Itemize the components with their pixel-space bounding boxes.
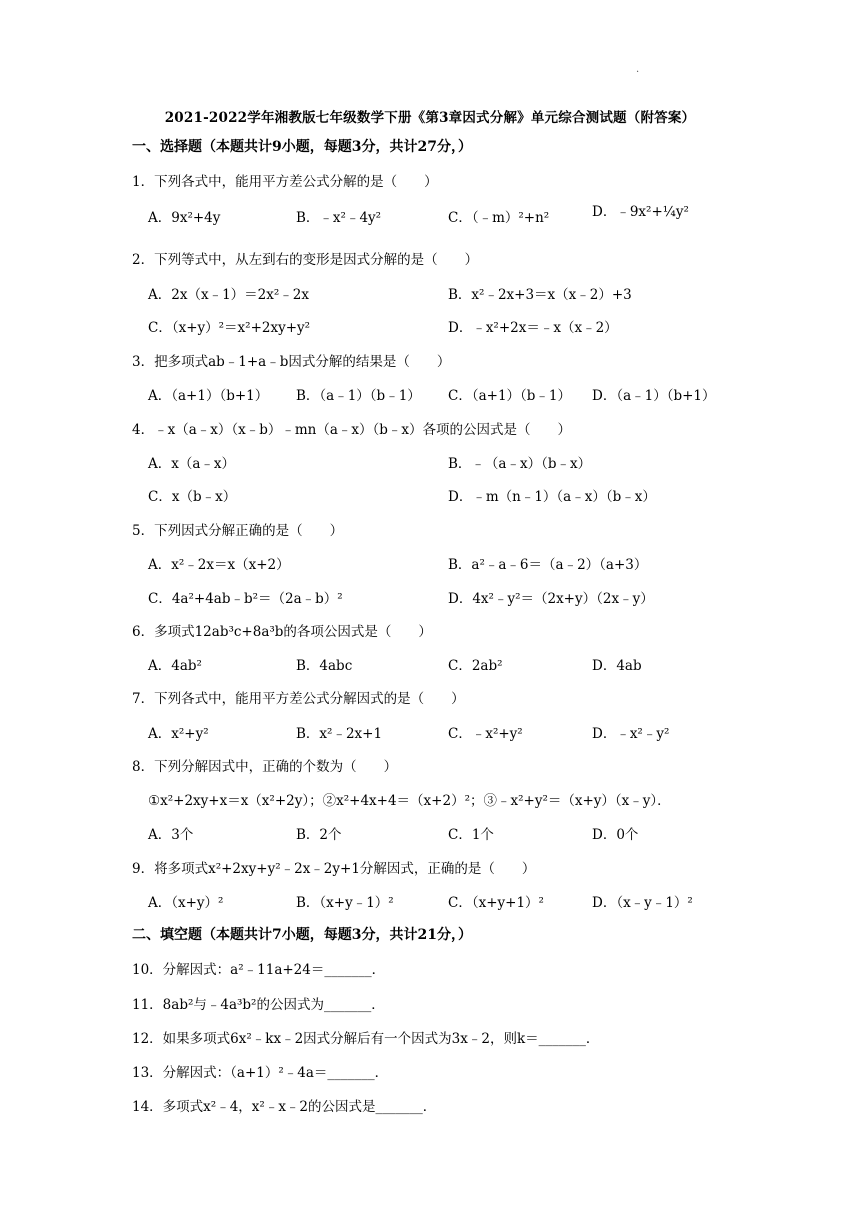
- question-9: 9．将多项式x²+2xy+y²﹣2x﹣2y+1分解因式，正确的是（ ）: [132, 861, 536, 877]
- question-12: 12．如果多项式6x²﹣kx﹣2因式分解后有一个因式为3x﹣2，则k＝_______．: [132, 1031, 600, 1047]
- document-title: 2021-2022学年湘教版七年级数学下册《第3章因式分解》单元综合测试题（附答案）: [164, 110, 696, 126]
- q2-option-d: D．﹣x²+2x＝﹣x（x﹣2）: [448, 320, 618, 336]
- q9-option-c: C．（x+y+1）²: [448, 895, 544, 911]
- q2-option-b: B．x²﹣2x+3＝x（x﹣2）+3: [448, 287, 632, 303]
- question-4: 4．﹣x（a﹣x）（x﹣b）﹣mn（a﹣x）（b﹣x）各项的公因式是（ ）: [132, 422, 572, 438]
- question-2: 2．下列等式中，从左到右的变形是因式分解的是（ ）: [132, 252, 479, 268]
- q8-statements: ①x²+2xy+x＝x（x²+2y）；②x²+4x+4＝（x+2）²；③﹣x²+y²＝（x+y）（x﹣y）．: [148, 793, 671, 809]
- q5-option-c: C．4a²+4ab﹣b²＝（2a﹣b）²: [148, 591, 343, 607]
- q5-option-a: A．x²﹣2x＝x（x+2）: [148, 557, 290, 573]
- q2-option-a: A．2x（x﹣1）＝2x²﹣2x: [148, 287, 309, 303]
- q8-option-b: B．2个: [296, 827, 342, 843]
- question-10: 10．分解因式：a²﹣11a+24＝_______．: [132, 962, 386, 978]
- question-3: 3．把多项式ab﹣1+a﹣b因式分解的结果是（ ）: [132, 354, 451, 370]
- q4-option-d: D．﹣m（n﹣1）（a﹣x）（b﹣x）: [448, 489, 656, 505]
- question-5: 5．下列因式分解正确的是（ ）: [132, 523, 344, 539]
- question-8: 8．下列分解因式中，正确的个数为（ ）: [132, 759, 398, 775]
- q4-option-a: A．x（a﹣x）: [148, 456, 236, 472]
- q2-option-c: C．（x+y）²＝x²+2xy+y²: [148, 320, 311, 336]
- section-fill-in: 二、填空题（本题共计7小题，每题3分，共计21分，）: [132, 927, 472, 943]
- q6-option-a: A．4ab²: [148, 658, 202, 674]
- q1-option-a: A．9x²+4y: [148, 210, 221, 226]
- q6-option-b: B．4abc: [296, 658, 353, 674]
- q7-option-b: B．x²﹣2x+1: [296, 726, 383, 742]
- q7-option-c: C．﹣x²+y²: [448, 726, 523, 742]
- q1-option-b: B．﹣x²﹣4y²: [296, 210, 382, 226]
- q1-option-c: C．（﹣m）²+n²: [448, 210, 550, 226]
- q6-option-c: C．2ab²: [448, 658, 503, 674]
- q3-option-c: C．（a+1）（b﹣1）: [448, 388, 572, 404]
- header-dot: .: [636, 64, 640, 75]
- q8-option-d: D．0个: [592, 827, 639, 843]
- question-11: 11．8ab²与﹣4a³b²的公因式为_______．: [132, 997, 385, 1013]
- q6-option-d: D．4ab: [592, 658, 642, 674]
- q9-option-d: D．（x﹣y﹣1）²: [592, 895, 693, 911]
- section-multiple-choice: 一、选择题（本题共计9小题，每题3分，共计27分，）: [132, 139, 472, 155]
- q5-option-b: B．a²﹣a﹣6＝（a﹣2）（a+3）: [448, 557, 648, 573]
- q4-option-b: B．﹣（a﹣x）（b﹣x）: [448, 456, 592, 472]
- q3-option-d: D．（a﹣1）（b+1）: [592, 388, 716, 404]
- question-14: 14．多项式x²﹣4，x²﹣x﹣2的公因式是_______．: [132, 1099, 437, 1115]
- q7-option-d: D．﹣x²﹣y²: [592, 726, 670, 742]
- q9-option-b: B．（x+y﹣1）²: [296, 895, 394, 911]
- question-7: 7．下列各式中，能用平方差公式分解因式的是（ ）: [132, 691, 465, 707]
- q7-option-a: A．x²+y²: [148, 726, 209, 742]
- q3-option-b: B．（a﹣1）（b﹣1）: [296, 388, 421, 404]
- q8-option-a: A．3个: [148, 827, 194, 843]
- q5-option-d: D．4x²﹣y²＝（2x+y）（2x﹣y）: [448, 591, 654, 607]
- q4-option-c: C．x（b﹣x）: [148, 489, 237, 505]
- q1-option-d: D．﹣9x²+¼y²: [592, 204, 689, 220]
- q8-option-c: C．1个: [448, 827, 494, 843]
- question-6: 6．多项式12ab³c+8a³b的各项公因式是（ ）: [132, 624, 432, 640]
- question-13: 13．分解因式：（a+1）²﹣4a＝_______．: [132, 1065, 389, 1081]
- q3-option-a: A．（a+1）（b+1）: [148, 388, 269, 404]
- question-1: 1．下列各式中，能用平方差公式分解的是（ ）: [132, 174, 438, 190]
- q9-option-a: A．（x+y）²: [148, 895, 224, 911]
